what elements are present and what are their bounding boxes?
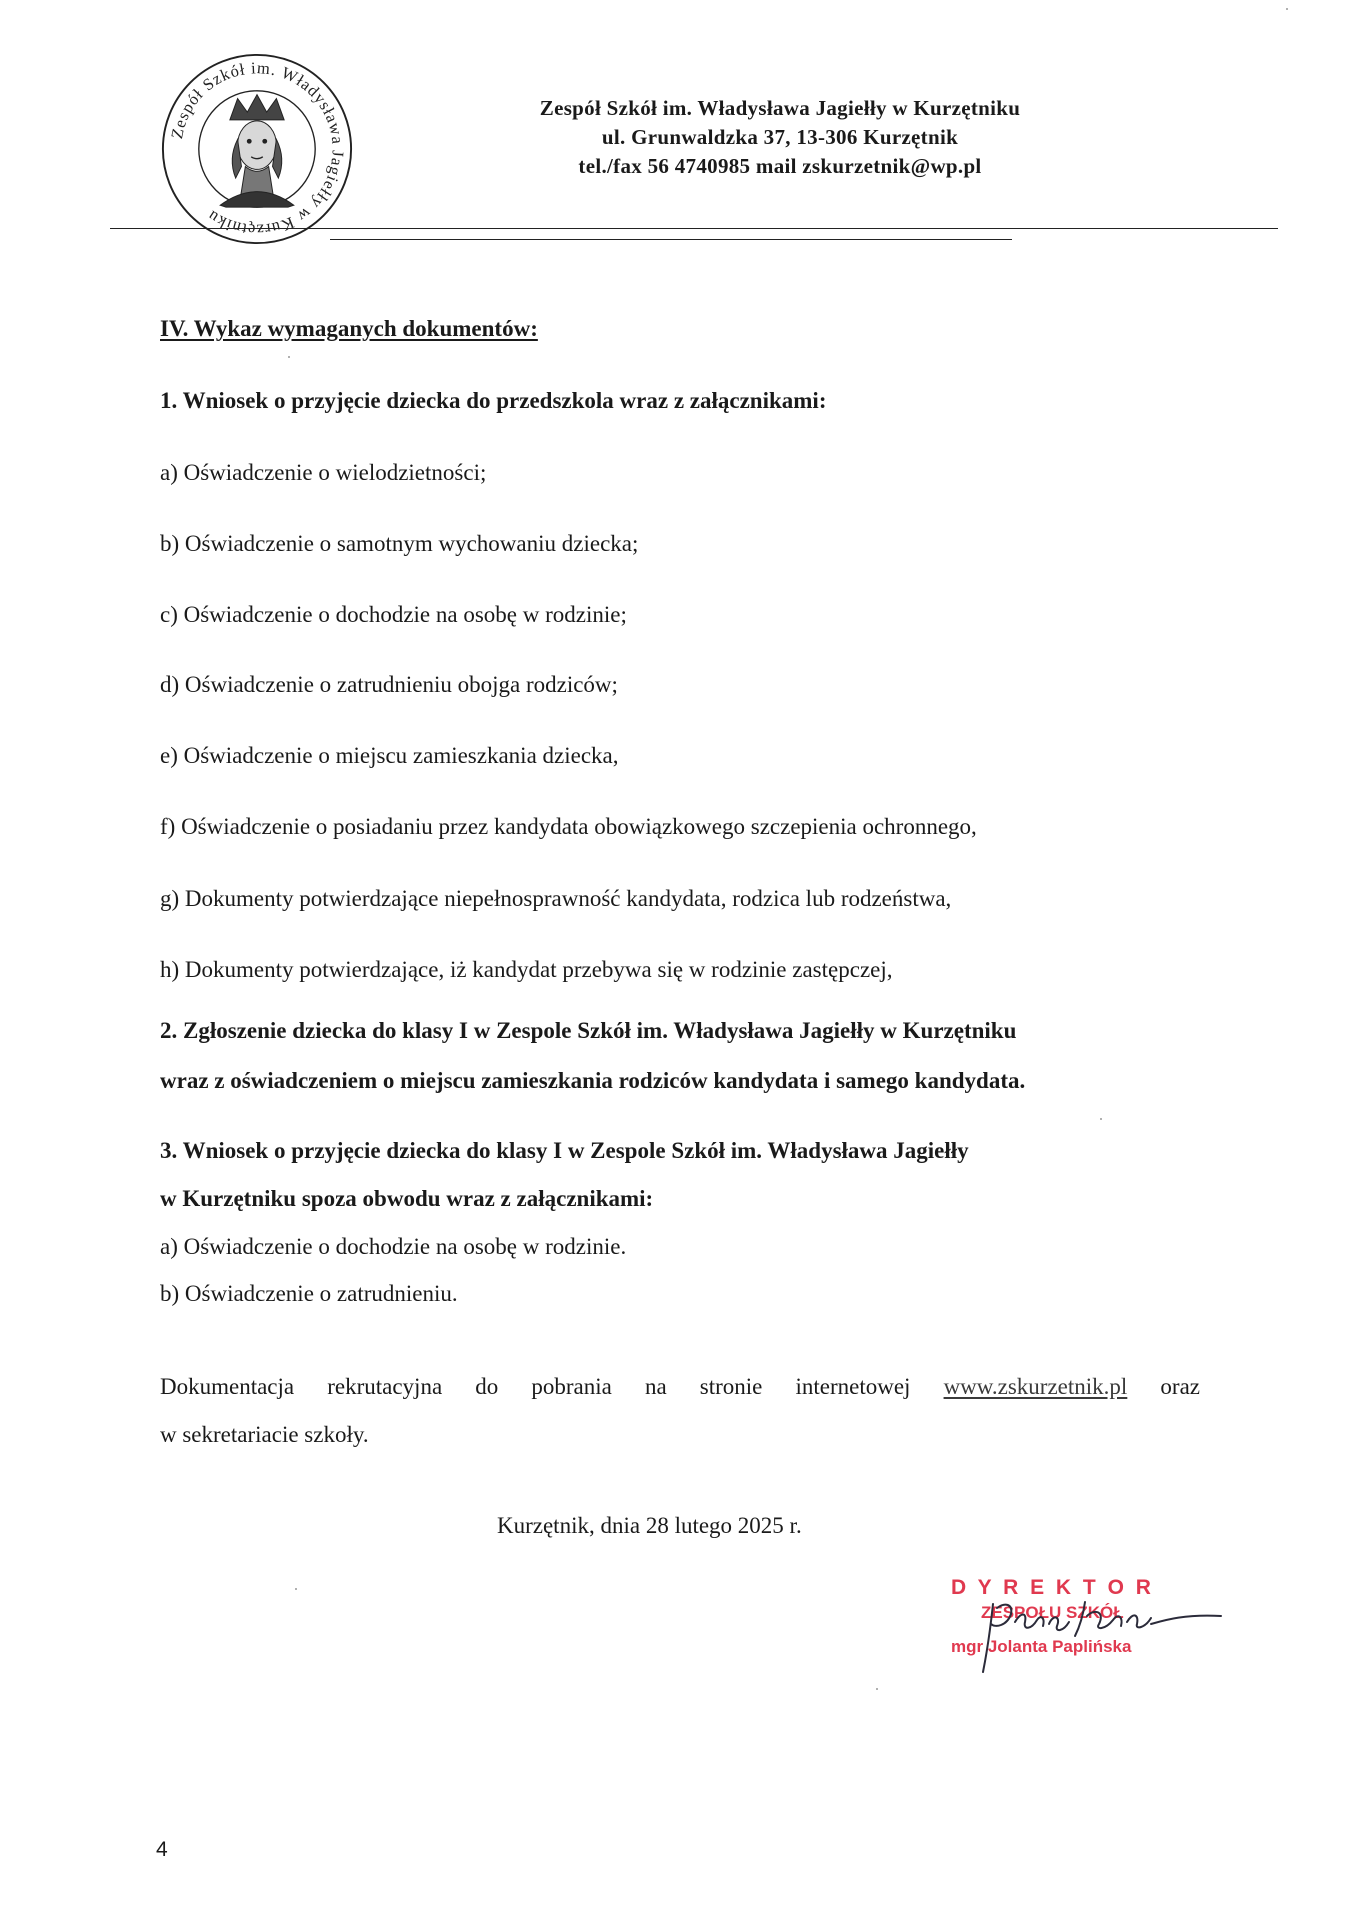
director-stamp bbox=[945, 1572, 1235, 1692]
item-2-line2: wraz z oświadczeniem o miejscu zamieszkania rodziców kandydata i samego kandydata. bbox=[160, 1068, 1026, 1093]
scan-speck bbox=[288, 356, 290, 358]
list-item: h) Dokumenty potwierdzające, iż kandydat przebywa się w rodzinie zastępczej, bbox=[160, 957, 893, 982]
note-line2: w sekretariacie szkoły. bbox=[160, 1422, 369, 1447]
stamp-institution: ZESPOŁU SZKÓŁ bbox=[981, 1603, 1124, 1622]
header-divider-short bbox=[330, 239, 1012, 240]
school-name: Zespół Szkół im. Władysława Jagiełły w Kurzętniku bbox=[539, 96, 1021, 120]
list-item: e) Oświadczenie o miejscu zamieszkania dziecka, bbox=[160, 743, 619, 768]
list-item: g) Dokumenty potwierdzające niepełnosprawność kandydata, rodzica lub rodzeństwa, bbox=[160, 886, 952, 911]
item-3-line2: w Kurzętniku spoza obwodu wraz z załącznikami: bbox=[160, 1186, 654, 1211]
scan-speck bbox=[295, 1588, 297, 1590]
note-text: Dokumentacja rekrutacyjna do pobrania na stronie internetowej bbox=[160, 1374, 944, 1399]
school-address: ul. Grunwaldzka 37, 13-306 Kurzętnik bbox=[601, 125, 959, 149]
list-item: d) Oświadczenie o zatrudnieniu obojga rodziców; bbox=[160, 672, 618, 697]
list-item: a) Oświadczenie o dochodzie na osobę w rodzinie. bbox=[160, 1234, 627, 1259]
school-seal-icon bbox=[160, 52, 354, 246]
website-link[interactable]: www.zskurzetnik.pl bbox=[943, 1374, 1128, 1399]
scan-speck bbox=[1100, 1118, 1102, 1120]
stamp-title: D Y R E K T O R bbox=[951, 1576, 1154, 1599]
list-item: c) Oświadczenie o dochodzie na osobę w rodzinie; bbox=[160, 602, 627, 627]
item-1-title: 1. Wniosek o przyjęcie dziecka do przedszkola wraz z załącznikami: bbox=[160, 388, 827, 413]
scan-speck bbox=[876, 1688, 878, 1690]
page-number: 4 bbox=[156, 1838, 168, 1861]
section-heading: IV. Wykaz wymaganych dokumentów: bbox=[160, 316, 538, 341]
item-2-line1: 2. Zgłoszenie dziecka do klasy I w Zespole Szkół im. Władysława Jagiełły w Kurzętniku bbox=[160, 1018, 1017, 1043]
school-letterhead bbox=[400, 94, 1160, 181]
item-3-line1: 3. Wniosek o przyjęcie dziecka do klasy I w Zespole Szkół im. Władysława Jagiełły bbox=[160, 1138, 969, 1163]
list-item: b) Oświadczenie o samotnym wychowaniu dziecka; bbox=[160, 531, 639, 556]
document-date: Kurzętnik, dnia 28 lutego 2025 r. bbox=[497, 1513, 802, 1538]
seal-ring-text: Zespół Szkół im. Władysława Jagiełły w Kurzętniku bbox=[167, 58, 348, 240]
scan-speck bbox=[1286, 8, 1288, 10]
stamp-name: mgr Jolanta Paplińska bbox=[951, 1637, 1132, 1656]
school-contact: tel./fax 56 4740985 mail zskurzetnik@wp.pl bbox=[578, 154, 982, 178]
list-item: b) Oświadczenie o zatrudnieniu. bbox=[160, 1281, 458, 1306]
header-divider-long bbox=[110, 228, 1278, 229]
note-text-after: oraz bbox=[1127, 1374, 1200, 1399]
recruitment-note bbox=[160, 1372, 1200, 1402]
list-item: f) Oświadczenie o posiadaniu przez kandydata obowiązkowego szczepienia ochronnego, bbox=[160, 814, 977, 839]
list-item: a) Oświadczenie o wielodzietności; bbox=[160, 460, 487, 485]
